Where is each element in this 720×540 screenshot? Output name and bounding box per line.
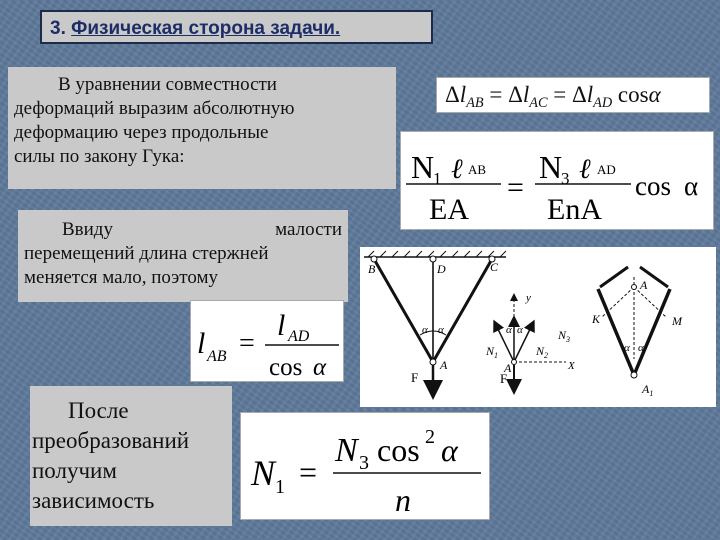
left-deformed-bar <box>598 289 634 375</box>
denominator-ea: EA <box>429 193 469 226</box>
length-equation-svg <box>191 301 345 383</box>
cos-text: cos <box>635 171 671 201</box>
equals-sign: = <box>489 82 503 107</box>
text3-line1: После <box>68 398 129 423</box>
result-equation-svg <box>241 413 491 521</box>
l-symbol: l <box>197 327 206 360</box>
text2-word1: Ввиду <box>62 219 113 240</box>
three-bar-truss <box>364 251 506 390</box>
n1-subscript: 1 <box>275 476 285 498</box>
hinge-a <box>430 359 436 365</box>
label-alpha-right: α <box>438 324 444 336</box>
cos-text: cos <box>377 432 420 468</box>
text1-line2: деформаций выразим абсолютную <box>14 98 295 119</box>
equals-sign: = <box>239 328 255 359</box>
label-alpha-def-left: α <box>624 342 630 354</box>
label-d: D <box>437 262 446 276</box>
n3-subscript: 3 <box>359 452 369 474</box>
denominator-n: n <box>395 482 411 518</box>
point-a <box>632 285 637 290</box>
sub-ab: AB <box>207 348 227 365</box>
alpha-symbol: α <box>684 171 699 201</box>
square-exponent: 2 <box>425 426 435 448</box>
hooke-equation <box>400 131 714 230</box>
sub-ac: AC <box>529 94 548 111</box>
text3-line4: зависимость <box>32 488 155 513</box>
n3-symbol: N <box>335 432 358 469</box>
title-text: Физическая сторона задачи. <box>71 18 341 39</box>
result-equation <box>240 412 490 520</box>
sub-ab: AB <box>468 162 487 177</box>
truss-figure <box>360 247 716 407</box>
text-block-hooke <box>8 67 396 189</box>
label-m: M <box>672 314 682 328</box>
label-alpha-fbd-right: α <box>517 324 523 336</box>
text3-line2: преобразований <box>32 428 190 453</box>
cos-text: cos <box>617 82 649 107</box>
label-alpha-def-right: α <box>638 342 644 354</box>
sub-ad: AD <box>597 162 616 177</box>
label-n1: $N_1$ <box>486 344 499 360</box>
text-block-small-displacements <box>18 210 348 302</box>
label-a: A <box>440 358 448 372</box>
ell-symbol: ℓ <box>451 154 463 185</box>
right-deformed-bar <box>634 289 670 375</box>
label-alpha-fbd-left: α <box>506 324 512 336</box>
equals-sign: = <box>553 82 567 107</box>
hooke-equation-svg <box>401 132 715 231</box>
deformation-diagram <box>598 267 670 378</box>
ell-symbol: ℓ <box>579 154 591 185</box>
label-k: K <box>592 312 601 326</box>
text3-line3: получим <box>32 458 117 483</box>
text-block-result <box>30 386 232 526</box>
l-symbol: l <box>459 82 467 107</box>
n1-symbol: N <box>411 149 435 185</box>
text2-word2: малости <box>275 219 342 240</box>
hinge-d <box>430 256 436 262</box>
point-a1 <box>631 372 637 378</box>
n3-symbol: N <box>539 149 563 185</box>
n3-subscript: 3 <box>561 169 570 188</box>
n1-subscript: 1 <box>433 169 442 188</box>
label-alpha-left: α <box>422 324 428 336</box>
label-f-fbd: F <box>500 371 508 386</box>
delta-symbol: Δ <box>508 82 523 107</box>
ceiling-hatching <box>368 251 506 257</box>
text1-line3: деформацию через продольные <box>14 122 269 143</box>
label-n2: $N_2$ <box>536 344 549 360</box>
alpha-symbol: α <box>648 82 661 107</box>
text1-line1: В уравнении совместности <box>58 74 277 95</box>
sub-ab: AB <box>466 94 484 111</box>
l-symbol: l <box>522 82 530 107</box>
delta-symbol: Δ <box>445 82 460 107</box>
alpha-symbol: α <box>313 354 327 381</box>
label-a-def: A <box>640 278 648 292</box>
label-x: X <box>568 360 575 372</box>
slide-title <box>40 10 433 44</box>
truss-figure-svg <box>360 247 716 407</box>
denominator-ena: EnA <box>547 193 602 226</box>
label-n3: $N_3$ <box>558 328 571 344</box>
projection-k <box>602 287 634 317</box>
bar-ab <box>374 259 433 362</box>
projection-m <box>634 287 666 317</box>
label-y: y <box>526 292 531 304</box>
l-symbol: l <box>586 82 594 107</box>
text2-line3: меняется мало, поэтому <box>24 267 218 288</box>
cos-text: cos <box>269 354 303 381</box>
label-a1: $A_1$ <box>642 382 654 398</box>
label-c: C <box>490 260 499 274</box>
equals-sign: = <box>299 454 318 490</box>
sub-ad: AD <box>288 328 310 345</box>
length-equation <box>190 300 344 382</box>
l-symbol: l <box>277 309 286 342</box>
label-f: F <box>411 370 419 385</box>
label-a-fbd: A <box>504 361 512 375</box>
delta-symbol: Δ <box>571 82 587 107</box>
label-b: B <box>368 262 376 276</box>
text1-line4: силы по закону Гука: <box>14 146 185 167</box>
alpha-symbol: α <box>441 432 458 468</box>
compatibility-equation <box>436 77 710 113</box>
sub-ad: AD <box>593 94 613 111</box>
n1-symbol: N <box>251 453 276 493</box>
upper-left-bar <box>600 267 628 287</box>
node-a <box>512 360 517 365</box>
title-number: 3. <box>50 18 66 39</box>
text2-line2: перемещений длина стержней <box>24 243 269 264</box>
equals-sign: = <box>507 171 524 204</box>
